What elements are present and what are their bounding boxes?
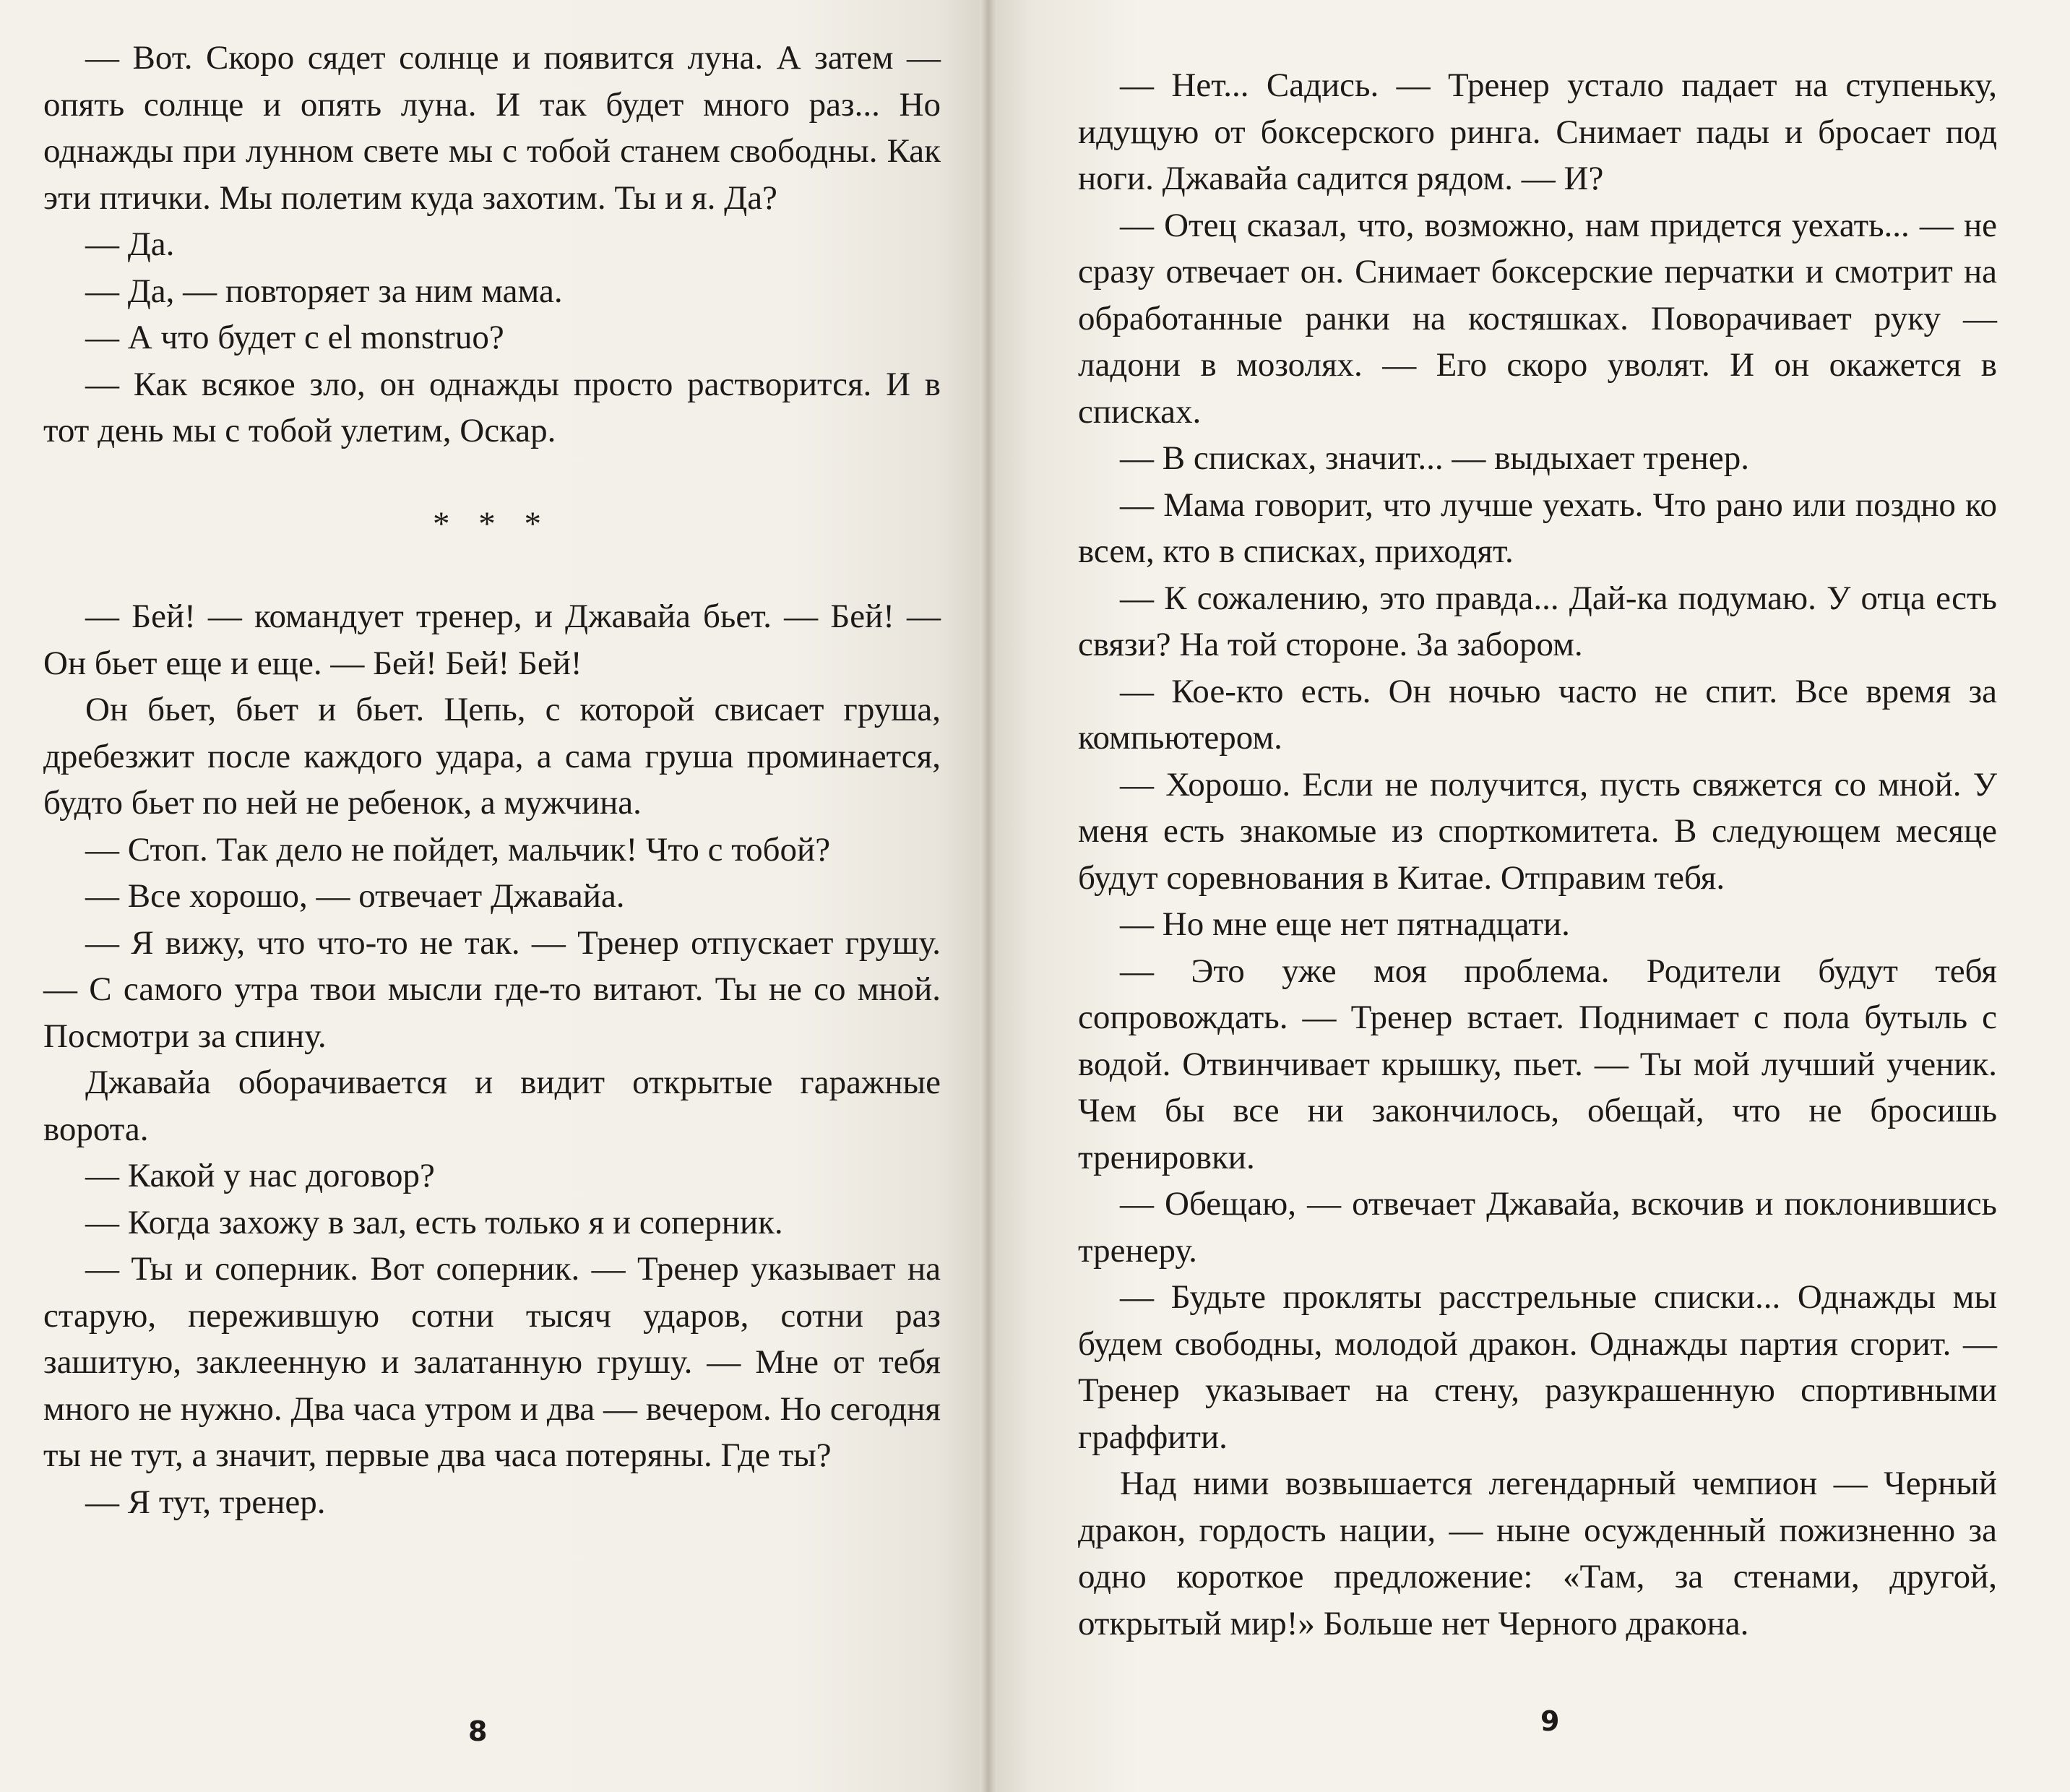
paragraph: — Все хорошо, — отвечает Джавайа. (85, 877, 625, 915)
paragraph: Над ними возвышается легендарный чемпион — Черный дракон, гордость нации, — ныне осужденный пожизненно за одно короткое предложение: «Там, за стенами, другой, открытый мир!» Больше нет Черного дракона. (1078, 1465, 1997, 1642)
right-page (988, 0, 2070, 1792)
book-gutter (980, 0, 997, 1792)
left-page-text (43, 35, 941, 1525)
section-separator: * * * (433, 504, 551, 543)
paragraph: Джавайа оборачивается и видит открытые гаражные ворота. (43, 1064, 941, 1148)
paragraph: — Я тут, тренер. (85, 1483, 326, 1521)
paragraph: — Отец сказал, что, возможно, нам придется уехать... — не сразу отвечает он. Снимает боксерские перчатки и смотрит на обработанные ранки на костяшках. Поворачивает руку — ладони в мозолях. — Его скоро уволят. И он окажется в списках. (1078, 206, 1997, 431)
page-number: 9 (1540, 1705, 1560, 1737)
paragraph: — Как всякое зло, он однажды просто растворится. И в тот день мы с тобой улетим, Оскар. (43, 365, 941, 449)
paragraph: — Ты и соперник. Вот соперник. — Тренер указывает на старую, пережившую сотни тысяч ударов, сотни раз зашитую, заклеенную и залатанную грушу. — Мне от тебя много не нужно. Два часа утром и два — вечером. Но сегодня ты не тут, а значит, первые два часа потеряны. Где ты? (43, 1250, 941, 1474)
paragraph: — Когда захожу в зал, есть только я и соперник. (85, 1203, 783, 1241)
left-page (0, 0, 988, 1792)
paragraph: — Это уже моя проблема. Родители будут тебя сопровождать. — Тренер встает. Поднимает с пола бутыль с водой. Отвинчивает крышку, пьет. — Ты мой лучший ученик. Чем бы все ни закончилось, обещай, что не бросишь тренировки. (1078, 952, 1997, 1176)
paragraph: — А что будет с el monstruo? (85, 319, 504, 356)
paragraph: — Будьте прокляты расстрельные списки... Однажды мы будем свободны, молодой дракон. Однажды партия сгорит. — Тренер указывает на стену, разукрашенную спортивными граффити. (1078, 1278, 1997, 1456)
paragraph: — В списках, значит... — выдыхает тренер. (1120, 439, 1749, 477)
paragraph: — Обещаю, — отвечает Джавайа, вскочив и поклонившись тренеру. (1078, 1185, 1997, 1270)
paragraph: Он бьет, бьет и бьет. Цепь, с которой свисает груша, дребезжит после каждого удара, а сама груша проминается, будто бьет по ней не ребенок, а мужчина. (43, 691, 941, 822)
page-number: 8 (468, 1715, 488, 1747)
paragraph: — Какой у нас договор? (85, 1157, 435, 1194)
paragraph: — Да. (85, 225, 175, 263)
paragraph: — Стоп. Так дело не пойдет, мальчик! Что с тобой? (85, 830, 831, 869)
paragraph: — К сожалению, это правда... Дай-ка подумаю. У отца есть связи? На той стороне. За забором. (1078, 579, 1997, 663)
paragraph: — Мама говорит, что лучше уехать. Что рано или поздно ко всем, кто в списках, приходят. (1078, 486, 1997, 570)
paragraph: — Я вижу, что что-то не так. — Тренер отпускает грушу. — С самого утра твои мысли где-то витают. Ты не со мной. Посмотри за спину. (43, 923, 941, 1055)
paragraph: — Кое-кто есть. Он ночью часто не спит. Все время за компьютером. (1078, 672, 1997, 757)
paragraph: — Но мне еще нет пятнадцати. (1120, 905, 1570, 943)
paragraph: — Вот. Скоро сядет солнце и появится луна. А затем — опять солнце и опять луна. И так будет много раз... Но однажды при лунном свете мы с тобой станем свободны. Как эти птички. Мы полетим куда захотим. Ты и я. Да? (43, 39, 941, 217)
paragraph: — Хорошо. Если не получится, пусть свяжется со мной. У меня есть знакомые из спорткомитета. В следующем месяце будут соревнования в Китае. Отправим тебя. (1078, 765, 1997, 897)
paragraph: — Да, — повторяет за ним мама. (85, 272, 563, 310)
right-page-text (1078, 62, 1997, 1647)
paragraph: — Нет... Садись. — Тренер устало падает на ступеньку, идущую от боксерского ринга. Снимает пады и бросает под ноги. Джавайа садится рядом. — И? (1078, 66, 1997, 197)
paragraph: — Бей! — командует тренер, и Джавайа бьет. — Бей! — Он бьет еще и еще. — Бей! Бей! Бей! (43, 598, 941, 682)
